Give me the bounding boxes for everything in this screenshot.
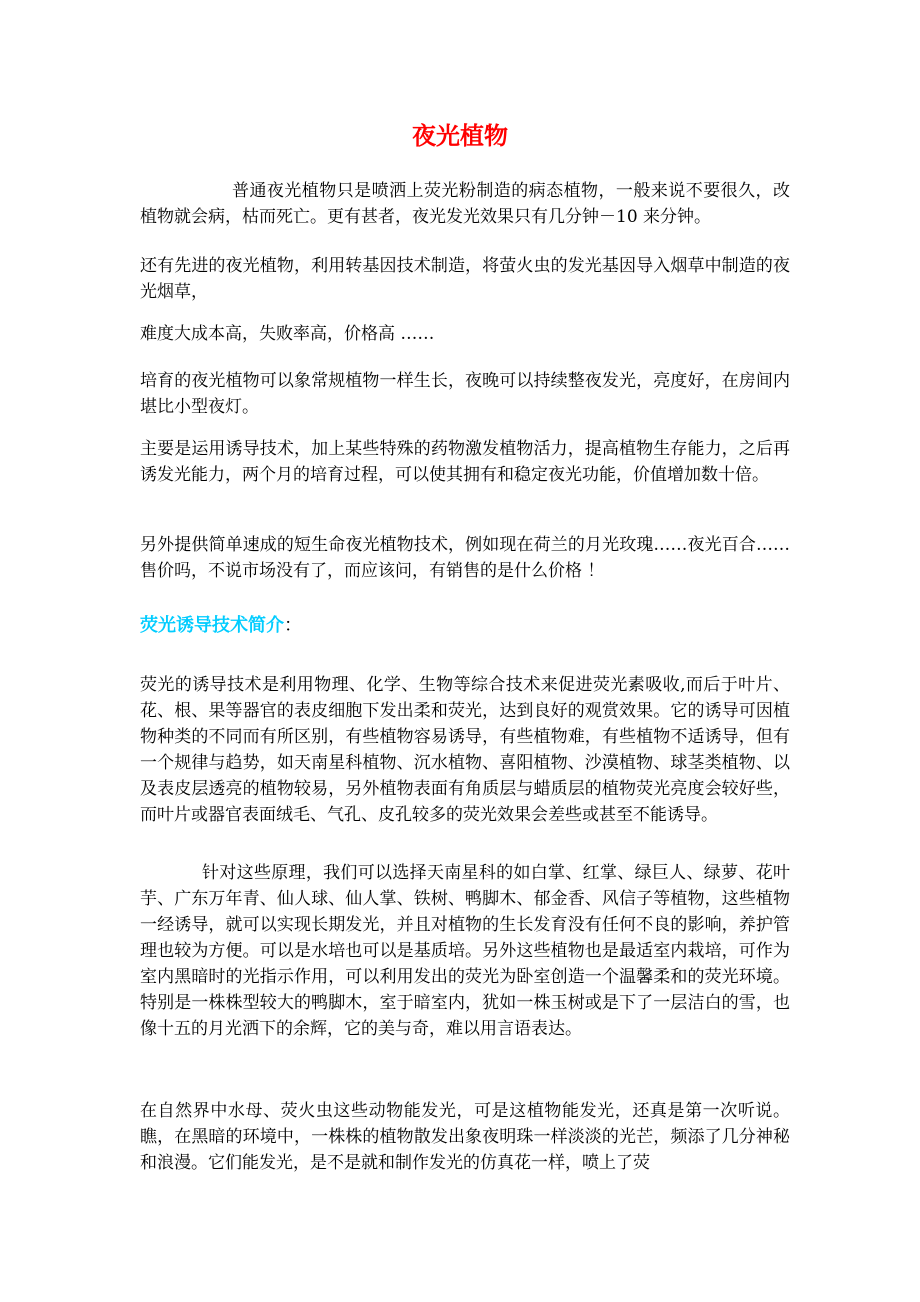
document-title: 夜光植物 bbox=[412, 121, 508, 150]
intro-paragraph-3: 难度大成本高，失败率高，价格高 …… bbox=[140, 324, 435, 344]
intro-paragraph-6: 另外提供简单速成的短生命夜光植物技术，例如现在荷兰的月光玫瑰……夜光百合……售价吗，不说市场没有了，而应该问，有销售的是什么价格 ！ bbox=[140, 535, 790, 581]
section-heading-colon: ： bbox=[284, 615, 302, 636]
intro-paragraph-5: 主要是运用诱导技术，加上某些特殊的药物激发植物活力，提高植物生存能力，之后再诱发光能力，两个月的培育过程，可以使其拥有和稳定夜光功能，价值增加数十倍。 bbox=[140, 439, 790, 485]
section-heading-text: 荧光诱导技术简介 bbox=[140, 615, 284, 636]
section-paragraph-3: 在自然界中水母、荧火虫这些动物能发光，可是这植物能发光，还真是第一次听说。瞧，在黑暗的环境中，一株株的植物散发出象夜明珠一样淡淡的光芒，频添了几分神秘和浪漫。它们能发光，是不是就和制作发光的仿真花一样，喷上了荧 bbox=[140, 1101, 790, 1173]
intro-paragraph-4: 培育的夜光植物可以象常规植物一样生长，夜晚可以持续整夜发光，亮度好，在房间内堪比小型夜灯。 bbox=[140, 371, 790, 417]
section-paragraph-1: 荧光的诱导技术是利用物理、化学、生物等综合技术来促进荧光素吸收,而后于叶片、花、根、果等器官的表皮细胞下发出柔和荧光，达到良好的观赏效果。它的诱导可因植物种类的不同而有所区别，有些植物容易诱导，有些植物难，有些植物不适诱导，但有一个规律与趋势，如天南星科植物、沉水植物、喜阳植物、沙漠植物、球茎类植物、以及表皮层透亮的植物较易，另外植物表面有角质层与蜡质层的植物荧光亮度会较好些，而叶片或器官表面绒毛、气孔、皮孔较多的荧光效果会差些或甚至不能诱导。 bbox=[140, 675, 790, 825]
intro-paragraph-1: 普通夜光植物只是喷洒上荧光粉制造的病态植物，一般来说不要很久，改植物就会病，枯而死亡。更有甚者，夜光发光效果只有几分钟－10 来分钟。 bbox=[140, 181, 790, 227]
section-paragraph-2: 针对这些原理，我们可以选择天南星科的如白掌、红掌、绿巨人、绿萝、花叶芋、广东万年青、仙人球、仙人掌、铁树、鸭脚木、郁金香、风信子等植物，这些植物一经诱导，就可以实现长期发光，并且对植物的生长发育没有任何不良的影响，养护管理也较为方便。可以是水培也可以是基质培。另外这些植物也是最适室内栽培，可作为室内黑暗时的光指示作用，可以利用发出的荧光为卧室创造一个温馨柔和的荧光环境。特别是一株株型较大的鸭脚木，室于暗室内，犹如一株玉树或是下了一层洁白的雪，也像十五的月光洒下的余辉，它的美与奇，难以用言语表达。 bbox=[140, 863, 790, 1039]
section-heading bbox=[140, 612, 302, 640]
intro-paragraph-2: 还有先进的夜光植物，利用转基因技术制造，将萤火虫的发光基因导入烟草中制造的夜光烟草， bbox=[140, 256, 790, 302]
